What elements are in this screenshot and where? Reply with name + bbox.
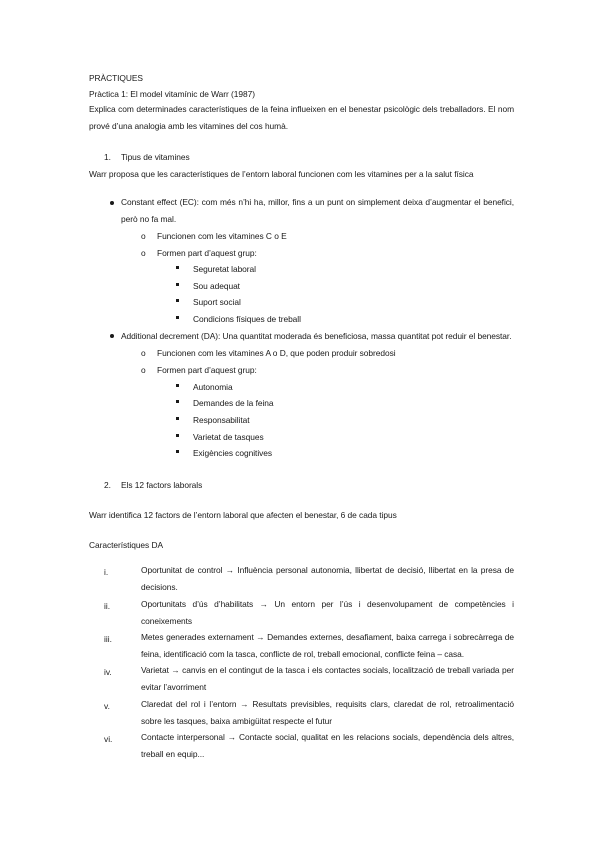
roman-numeral: ii. [104,601,111,611]
ad-item: Demandes de la feina [193,398,274,408]
ce-item: Condicions físiques de treball [193,314,301,324]
roman-numeral: v. [104,701,110,711]
factor-item: Claredat del rol i l’entorn → Resultats previsibles, requisits clars, claredat de rol, retroalimentació sobre les tasques, baixa ambigüitat respecte el futur [141,699,514,726]
section-2-lead: Warr identifica 12 factors de l’entorn laboral que afecten el benestar, 6 de cada tipus [89,510,397,520]
ad-sub-1: Funcionen com les vitamines A o D, que poden produir sobredosi [157,348,396,358]
square-bullet [176,450,179,453]
square-bullet [176,266,179,269]
doc-title: PRÀCTIQUES [89,73,143,83]
ad-sub-2: Formen part d’aquest grup: [157,365,257,375]
ce-item: Suport social [193,297,241,307]
factor-item: Contacte interpersonal → Contacte social, qualitat en les relacions socials, dependència dels altres, treball en equip... [141,732,514,759]
factor-item: Oportunitat de control → Influència personal autonomia, llibertat de decisió, llibertat en la presa de decisions. [141,565,514,592]
sub-bullet-marker: o [141,248,146,258]
ce-item: Sou adequat [193,281,240,291]
sub-bullet-marker: o [141,365,146,375]
square-bullet [176,283,179,286]
sub-bullet-marker: o [141,231,146,241]
roman-numeral: iii. [104,634,112,644]
square-bullet [176,384,179,387]
section-1-title: Tipus de vitamines [121,152,190,162]
bullet-dot [110,201,114,205]
square-bullet [176,299,179,302]
bullet-dot [110,334,114,338]
factor-item: Varietat → canvis en el contingut de la tasca i els contactes socials, localització de treball variada per evitar l’avorriment [141,665,514,692]
doc-subtitle: Pràctica 1: El model vitamínic de Warr (1987) [89,89,255,99]
square-bullet [176,417,179,420]
square-bullet [176,316,179,319]
roman-numeral: i. [104,567,109,577]
factor-item: Oportunitats d’ús d’habilitats → Un entorn per l’ús i desenvolupament de competències i coneixements [141,599,514,626]
sub-bullet-marker: o [141,348,146,358]
ce-item: Seguretat laboral [193,264,256,274]
ad-item: Exigències cognitives [193,448,273,458]
square-bullet [176,400,179,403]
ad-item: Varietat de tasques [193,432,264,442]
ce-description: Constant effect (EC): com més n’hi ha, millor, fins a un punt on simplement deixa d’augmentar el benefici, però no fa mal. [121,197,514,224]
factor-item: Metes generades externament → Demandes externes, desafiament, baixa carrega i sobrecàrrega de feina, identificació com la tasca, conflicte de rol, treball emocional, conflicte feina – casa. [141,632,514,659]
square-bullet [176,434,179,437]
section-1-number: 1. [104,152,111,162]
section-2-title: Els 12 factors laborals [121,480,203,490]
ce-sub-1: Funcionen com les vitamines C o E [157,231,287,241]
section-2-number: 2. [104,480,111,490]
roman-numeral: iv. [104,667,112,677]
ad-item: Responsabilitat [193,415,250,425]
section-1-lead: Warr proposa que les característiques de l’entorn laboral funcionen com les vitamines per a la salut física [89,169,474,179]
da-heading: Característiques DA [89,540,163,550]
ad-item: Autonomia [193,382,233,392]
ce-sub-2: Formen part d’aquest grup: [157,248,257,258]
roman-numeral: vi. [104,734,113,744]
ad-description: Additional decrement (DA): Una quantitat moderada és beneficiosa, massa quantitat pot reduir el benestar. [121,331,512,341]
doc-intro: Explica com determinades característiques de la feina influeixen en el benestar psicològic dels treballadors. El nom prové d’una analogia amb les vitamines del cos humà. [89,104,514,131]
